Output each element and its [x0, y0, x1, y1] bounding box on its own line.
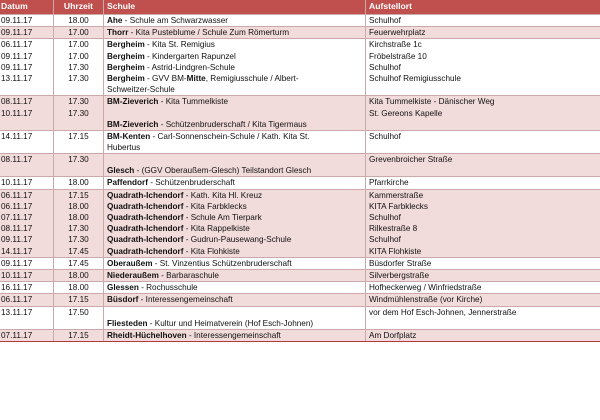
district-name: BM-Zieverich — [107, 97, 159, 107]
time-line: 17.30 — [68, 97, 89, 107]
place-cell: Pfarrkirche — [366, 177, 600, 189]
date-line: 09.11.17 — [1, 235, 33, 245]
time-line: 18.00 — [68, 201, 89, 211]
date-cell — [0, 189, 54, 257]
time-cell — [54, 189, 104, 257]
place-cell — [366, 96, 600, 130]
place-line: Rilkestraße 8 — [369, 224, 418, 234]
place-cell: Schulhof — [366, 15, 600, 27]
place-cell: Hofheckerweg / Winfriedstraße — [366, 282, 600, 294]
date-cell — [0, 154, 54, 177]
place-line: KITA Farbklecks — [369, 201, 428, 211]
district-name: Rheidt-Hüchelhoven — [107, 330, 187, 340]
district-name: Paffendorf — [107, 178, 148, 188]
time-cell — [54, 154, 104, 177]
place-line: Schulhof — [369, 131, 401, 141]
table-row — [0, 257, 600, 269]
date-line: 06.11.17 — [1, 190, 33, 200]
district-name: Niederaußem — [107, 271, 159, 281]
date-cell: 09.11.17 — [0, 257, 54, 269]
district-name: Quadrath-Ichendorf — [107, 190, 184, 200]
header-time: Uhrzeit — [54, 0, 104, 15]
date-line: 10.11.17 — [1, 108, 33, 118]
district-name: Büsdorf — [107, 295, 139, 305]
time-line: 17.00 — [68, 40, 89, 50]
table-row — [0, 306, 600, 329]
school-cell — [104, 27, 366, 39]
table-row — [0, 15, 600, 27]
school-name: - Schützenbruderschaft / Kita Tigermaus — [158, 119, 307, 129]
district-name: Glesch — [107, 166, 135, 176]
table-row — [0, 294, 600, 306]
district-name: Ahe — [107, 16, 123, 25]
date-line: 07.11.17 — [1, 213, 33, 223]
date-line: 09.11.17 — [1, 62, 33, 72]
school-name: - GVV BM- — [144, 74, 187, 84]
district-name: Fliesteden — [107, 318, 148, 328]
district-name: BM-Kenten — [107, 131, 151, 141]
date-line: 09.11.17 — [1, 51, 33, 61]
date-line: 13.11.17 — [1, 307, 33, 317]
time-line: 17.15 — [68, 190, 89, 200]
district-name: Thorr — [107, 28, 129, 38]
time-line: 17.15 — [68, 131, 89, 141]
time-cell: 17.15 — [54, 329, 104, 341]
school-name: Hubertus — [107, 143, 141, 153]
school-name: - Kita Farbklecks — [183, 201, 247, 211]
time-cell: 18.00 — [54, 282, 104, 294]
time-line: 17.45 — [68, 246, 89, 256]
district-name: Bergheim — [107, 51, 145, 61]
school-cell — [104, 130, 366, 153]
place-cell: Büsdorfer Straße — [366, 257, 600, 269]
school-name: - Barbaraschule — [158, 271, 219, 281]
district-name: Quadrath-Ichendorf — [107, 246, 184, 256]
place-line: Kita Tummelkiste - Dänischer Weg — [369, 97, 495, 107]
school-name: - Kita Flohkiste — [183, 246, 240, 256]
school-cell — [104, 177, 366, 189]
school-name: - Schützenbruderschaft — [147, 178, 235, 188]
table-row — [0, 154, 600, 177]
date-line: 14.11.17 — [1, 246, 33, 256]
district-name: Oberaußem — [107, 258, 153, 268]
district-name: Bergheim — [107, 40, 145, 50]
district-name: BM-Zieverich — [107, 119, 159, 129]
district-name: Quadrath-Ichendorf — [107, 213, 184, 223]
place-cell: Silverbergstraße — [366, 270, 600, 282]
place-line: KITA Flohkiste — [369, 246, 422, 256]
table-row — [0, 270, 600, 282]
place-cell: Windmühlenstraße (vor Kirche) — [366, 294, 600, 306]
school-name: - Schule am Schwarzwasser — [122, 16, 229, 25]
date-cell: 06.11.17 — [0, 294, 54, 306]
time-cell: 17.15 — [54, 294, 104, 306]
table-row — [0, 282, 600, 294]
school-name: , Remigiusschule / Albert- — [205, 74, 299, 84]
place-line: Kammerstraße — [369, 190, 424, 200]
school-name: - St. Vinzentius Schützenbruderschaft — [152, 258, 292, 268]
time-line: 17.00 — [68, 51, 89, 61]
header-school: Schule — [104, 0, 366, 15]
time-cell: 17.00 — [54, 27, 104, 39]
place-line: Grevenbroicher Straße — [369, 155, 453, 165]
place-cell — [366, 39, 600, 96]
school-cell — [104, 189, 366, 257]
date-cell: 09.11.17 — [0, 27, 54, 39]
school-name: - Schule Am Tierpark — [183, 213, 262, 223]
school-name: - (GGV Oberaußem-Glesch) Teilstandort Glesch — [134, 166, 312, 176]
school-name: - Carl-Sonnenschein-Schule / Kath. Kita St. — [150, 131, 310, 141]
date-cell — [0, 96, 54, 130]
time-line: 17.30 — [68, 155, 89, 165]
time-cell: 17.45 — [54, 257, 104, 269]
school-cell — [104, 306, 366, 329]
date-line: 08.11.17 — [1, 97, 33, 107]
place-cell — [366, 154, 600, 177]
school-name: - Interessengemeinschaft — [138, 295, 233, 305]
date-line: 13.11.17 — [1, 74, 33, 84]
school-name: - Kath. Kita Hl. Kreuz — [183, 190, 263, 200]
date-line: 14.11.17 — [1, 131, 33, 141]
district-name: Bergheim — [107, 74, 145, 84]
time-cell — [54, 96, 104, 130]
place-line: Kirchstraße 1c — [369, 40, 422, 50]
date-cell: 07.11.17 — [0, 329, 54, 341]
school-cell — [104, 270, 366, 282]
school-name: - Kita Tummelkiste — [158, 97, 229, 107]
time-cell — [54, 130, 104, 153]
table-row — [0, 27, 600, 39]
date-line: 08.11.17 — [1, 224, 33, 234]
place-line: Fröbelstraße 10 — [369, 51, 427, 61]
table-row — [0, 39, 600, 96]
date-line: 06.11.17 — [1, 201, 33, 211]
school-cell — [104, 294, 366, 306]
date-cell: 09.11.17 — [0, 15, 54, 27]
school-cell — [104, 329, 366, 341]
school-cell — [104, 154, 366, 177]
school-cell — [104, 257, 366, 269]
header-date: Datum — [0, 0, 54, 15]
school-cell — [104, 282, 366, 294]
header-row — [0, 0, 600, 15]
school-name: - Kindergarten Rapunzel — [144, 51, 236, 61]
district-name: Quadrath-Ichendorf — [107, 235, 184, 245]
time-line: 17.30 — [68, 224, 89, 234]
school-cell — [104, 39, 366, 96]
table-row — [0, 329, 600, 341]
time-cell: 18.00 — [54, 177, 104, 189]
place-line: Schulhof — [369, 62, 401, 72]
table-row — [0, 96, 600, 130]
time-line: 18.00 — [68, 213, 89, 223]
time-line: 17.30 — [68, 74, 89, 84]
place-line: St. Gereons Kapelle — [369, 108, 443, 118]
date-cell — [0, 306, 54, 329]
date-cell — [0, 130, 54, 153]
school-name: - Gudrun-Pausewang-Schule — [183, 235, 292, 245]
time-line: 17.30 — [68, 235, 89, 245]
date-line: 06.11.17 — [1, 40, 33, 50]
place-line: vor dem Hof Esch-Johnen, Jennerstraße — [369, 307, 517, 317]
school-name: - Kultur und Heimatverein (Hof Esch-Johnen) — [147, 318, 314, 328]
school-cell — [104, 96, 366, 130]
time-cell — [54, 306, 104, 329]
table-row — [0, 177, 600, 189]
district-name: Bergheim — [107, 62, 145, 72]
school-name: - Interessengemeinschaft — [186, 330, 281, 340]
place-line: Schulhof Remigiusschule — [369, 74, 461, 84]
date-cell: 10.11.17 — [0, 177, 54, 189]
school-name: - Astrid-Lindgren-Schule — [144, 62, 235, 72]
date-cell: 10.11.17 — [0, 270, 54, 282]
time-line: 17.30 — [68, 108, 89, 118]
time-cell: 18.00 — [54, 270, 104, 282]
school-name: - Kita St. Remigius — [144, 40, 215, 50]
place-cell — [366, 130, 600, 153]
date-cell — [0, 39, 54, 96]
time-cell — [54, 39, 104, 96]
place-cell — [366, 306, 600, 329]
school-name: - Rochusschule — [138, 283, 198, 293]
time-line: 17.30 — [68, 62, 89, 72]
school-name: - Kita Rappelkiste — [183, 224, 250, 234]
place-line: Schulhof — [369, 235, 401, 245]
table-row — [0, 130, 600, 153]
place-cell: Feuerwehrplatz — [366, 27, 600, 39]
place-cell — [366, 189, 600, 257]
table-row — [0, 189, 600, 257]
school-name: - Kita Pusteblume / Schule Zum Römerturm — [128, 28, 290, 38]
time-cell: 18.00 — [54, 15, 104, 27]
date-line: 08.11.17 — [1, 155, 33, 165]
district-name: Quadrath-Ichendorf — [107, 224, 184, 234]
date-cell: 16.11.17 — [0, 282, 54, 294]
time-line: 17.50 — [68, 307, 89, 317]
school-cell — [104, 15, 366, 27]
district-name: Glessen — [107, 283, 139, 293]
header-place: Aufstellort — [366, 0, 600, 15]
district-name: Quadrath-Ichendorf — [107, 201, 184, 211]
place-cell: Am Dorfplatz — [366, 329, 600, 341]
school-name: Schweitzer-Schule — [107, 85, 175, 95]
district-suffix: Mitte — [186, 74, 206, 84]
place-line: Schulhof — [369, 213, 401, 223]
